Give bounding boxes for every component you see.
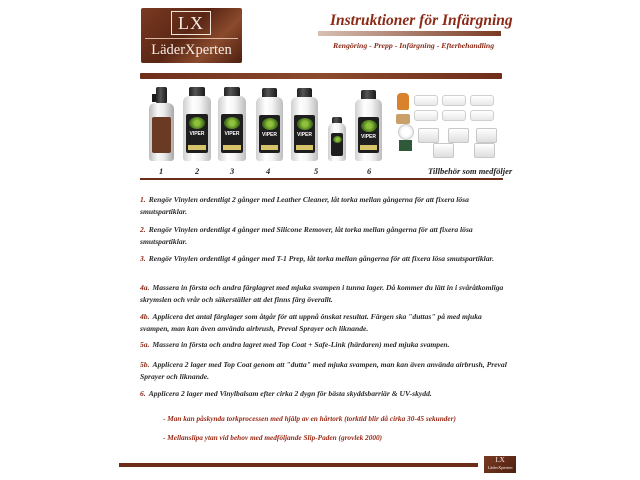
label-strip (296, 145, 313, 150)
product-label (186, 114, 208, 153)
instruction-step (140, 359, 510, 382)
viper-logo-icon (297, 118, 313, 130)
product-label (259, 115, 280, 153)
page-subtitle: Rengöring - Prepp - Infärgning - Efterbehandling (333, 41, 495, 50)
step-text: Rengör Vinylen ordentligt 2 gånger med Leather Cleaner, låt torka mellan gångerna för att fixera lösa smutspartiklar. (140, 195, 469, 216)
product-brand: VIPER (189, 131, 205, 137)
product-vinyl-balm-bottle (355, 99, 382, 161)
label-strip (261, 145, 278, 150)
product-label (152, 117, 171, 153)
logo-name: LäderXperten (151, 42, 232, 58)
step-number: 5b. (140, 360, 150, 369)
label-strip (223, 145, 241, 150)
footer-logo (484, 456, 516, 473)
applicator-sponge (442, 95, 466, 106)
spray-trigger (152, 94, 156, 102)
soft-sponge (418, 128, 439, 143)
soft-sponge (433, 143, 454, 158)
scrub-pad-icon (396, 114, 410, 124)
viper-logo-icon (333, 136, 342, 143)
label-strip (188, 145, 206, 150)
applicator-sponge (470, 95, 494, 106)
applicator-sponge (414, 110, 438, 121)
product-t1-prep-bottle (218, 96, 246, 161)
product-silicone-remover-bottle (183, 96, 211, 161)
soft-sponge (476, 128, 497, 143)
instruction-step (140, 253, 510, 265)
accessories-caption: Tillbehör som medföljer (428, 166, 513, 176)
tip-note: - Man kan påskynda torkprocessen med hjälp av en hårtork (torktid blir då cirka 30-45 sekunder) (163, 414, 456, 423)
tip-note: - Mellanslipa ytan vid behov med medföljande Slip-Paden (grovlek 2000) (163, 433, 383, 442)
step-number: 3. (140, 254, 146, 263)
step-text: Rengör Vinylen ordentligt 4 gånger med Silicone Remover, låt torka mellan gångerna för att fixera lösa smutspartiklar. (140, 225, 473, 246)
product-number: 1 (159, 166, 164, 176)
step-number: 4a. (140, 283, 150, 292)
product-label (221, 114, 243, 153)
product-number: 5 (314, 166, 319, 176)
viper-logo-icon (361, 120, 377, 132)
viper-logo-icon (262, 118, 278, 130)
instruction-step (140, 388, 510, 400)
soft-sponge (448, 128, 469, 143)
product-brand: VIPER (224, 131, 240, 137)
instruction-step (140, 194, 510, 217)
product-label (294, 115, 315, 153)
round-pad-icon (398, 124, 414, 140)
soft-sponge (474, 143, 495, 158)
viper-logo-icon (189, 117, 205, 129)
step-number: 6. (140, 389, 146, 398)
spray-nozzle (156, 87, 167, 103)
step-text: Massera in första och andra färglagret med mjuka svampen i tunna lager. Då kommer du lätt in i svåråtkomliga skrymslen och vrår och säkerställer att det finns färg överallt. (140, 283, 504, 304)
applicator-sponge (470, 110, 494, 121)
product-brand: VIPER (261, 132, 277, 138)
slip-pad-icon (399, 140, 412, 151)
footer-logo-name: LäderXperten (487, 465, 513, 470)
product-label (331, 133, 343, 156)
product-label (358, 117, 379, 153)
step-text: Massera in första och andra lagret med Top Coat + Safe-Link (härdaren) med mjuka svampen. (152, 340, 450, 349)
step-text: Applicera 2 lager med Vinylbalsam efter cirka 2 dygn för bästa skyddsbarriär & UV-skydd. (148, 389, 432, 398)
step-text: Applicera det antal färglager som åtgår för att uppnå önskat resultat. Färgen ska "duttas" på med mjuka svampen, man kan även använda airbrush, Preval Sprayer och liknande. (140, 312, 482, 333)
logo-divider (145, 38, 238, 39)
instruction-step (140, 282, 510, 305)
product-top-coat-bottle (291, 97, 318, 161)
step-number: 4b. (140, 312, 150, 321)
instruction-step (140, 339, 510, 351)
product-brand: VIPER (360, 134, 376, 140)
title-underline (318, 31, 501, 36)
logo-mark: LX (171, 11, 211, 35)
instruction-step (140, 311, 510, 334)
footer-logo-mark: LX (495, 456, 505, 464)
step-text: Applicera 2 lager med Top Coat genom att "dutta" med mjuka svampen, man kan även använda airbrush, Preval Sprayer och liknande. (140, 360, 507, 381)
product-number: 3 (230, 166, 235, 176)
step-text: Rengör Vinylen ordentligt 4 gånger med T-1 Prep, låt torka mellan gångerna för att fixera lösa smutspartiklar. (148, 254, 494, 263)
label-strip (360, 145, 377, 150)
product-color-bottle (256, 97, 283, 161)
product-number: 6 (367, 166, 372, 176)
product-leather-cleaner-spray (149, 103, 174, 161)
gloves-icon (397, 93, 409, 110)
step-number: 2. (140, 225, 146, 234)
page-title: Instruktioner för Infärgning (330, 12, 513, 29)
instruction-step (140, 224, 510, 247)
viper-logo-icon (224, 117, 240, 129)
header-divider (140, 73, 502, 79)
applicator-sponge (414, 95, 438, 106)
product-number: 4 (266, 166, 271, 176)
brand-logo (141, 8, 242, 63)
section-divider (140, 178, 503, 180)
step-number: 5a. (140, 340, 150, 349)
product-brand: VIPER (296, 132, 312, 138)
step-number: 1. (140, 195, 146, 204)
applicator-sponge (442, 110, 466, 121)
footer-divider (119, 463, 478, 467)
product-number: 2 (195, 166, 200, 176)
product-safe-link-bottle (328, 123, 346, 161)
